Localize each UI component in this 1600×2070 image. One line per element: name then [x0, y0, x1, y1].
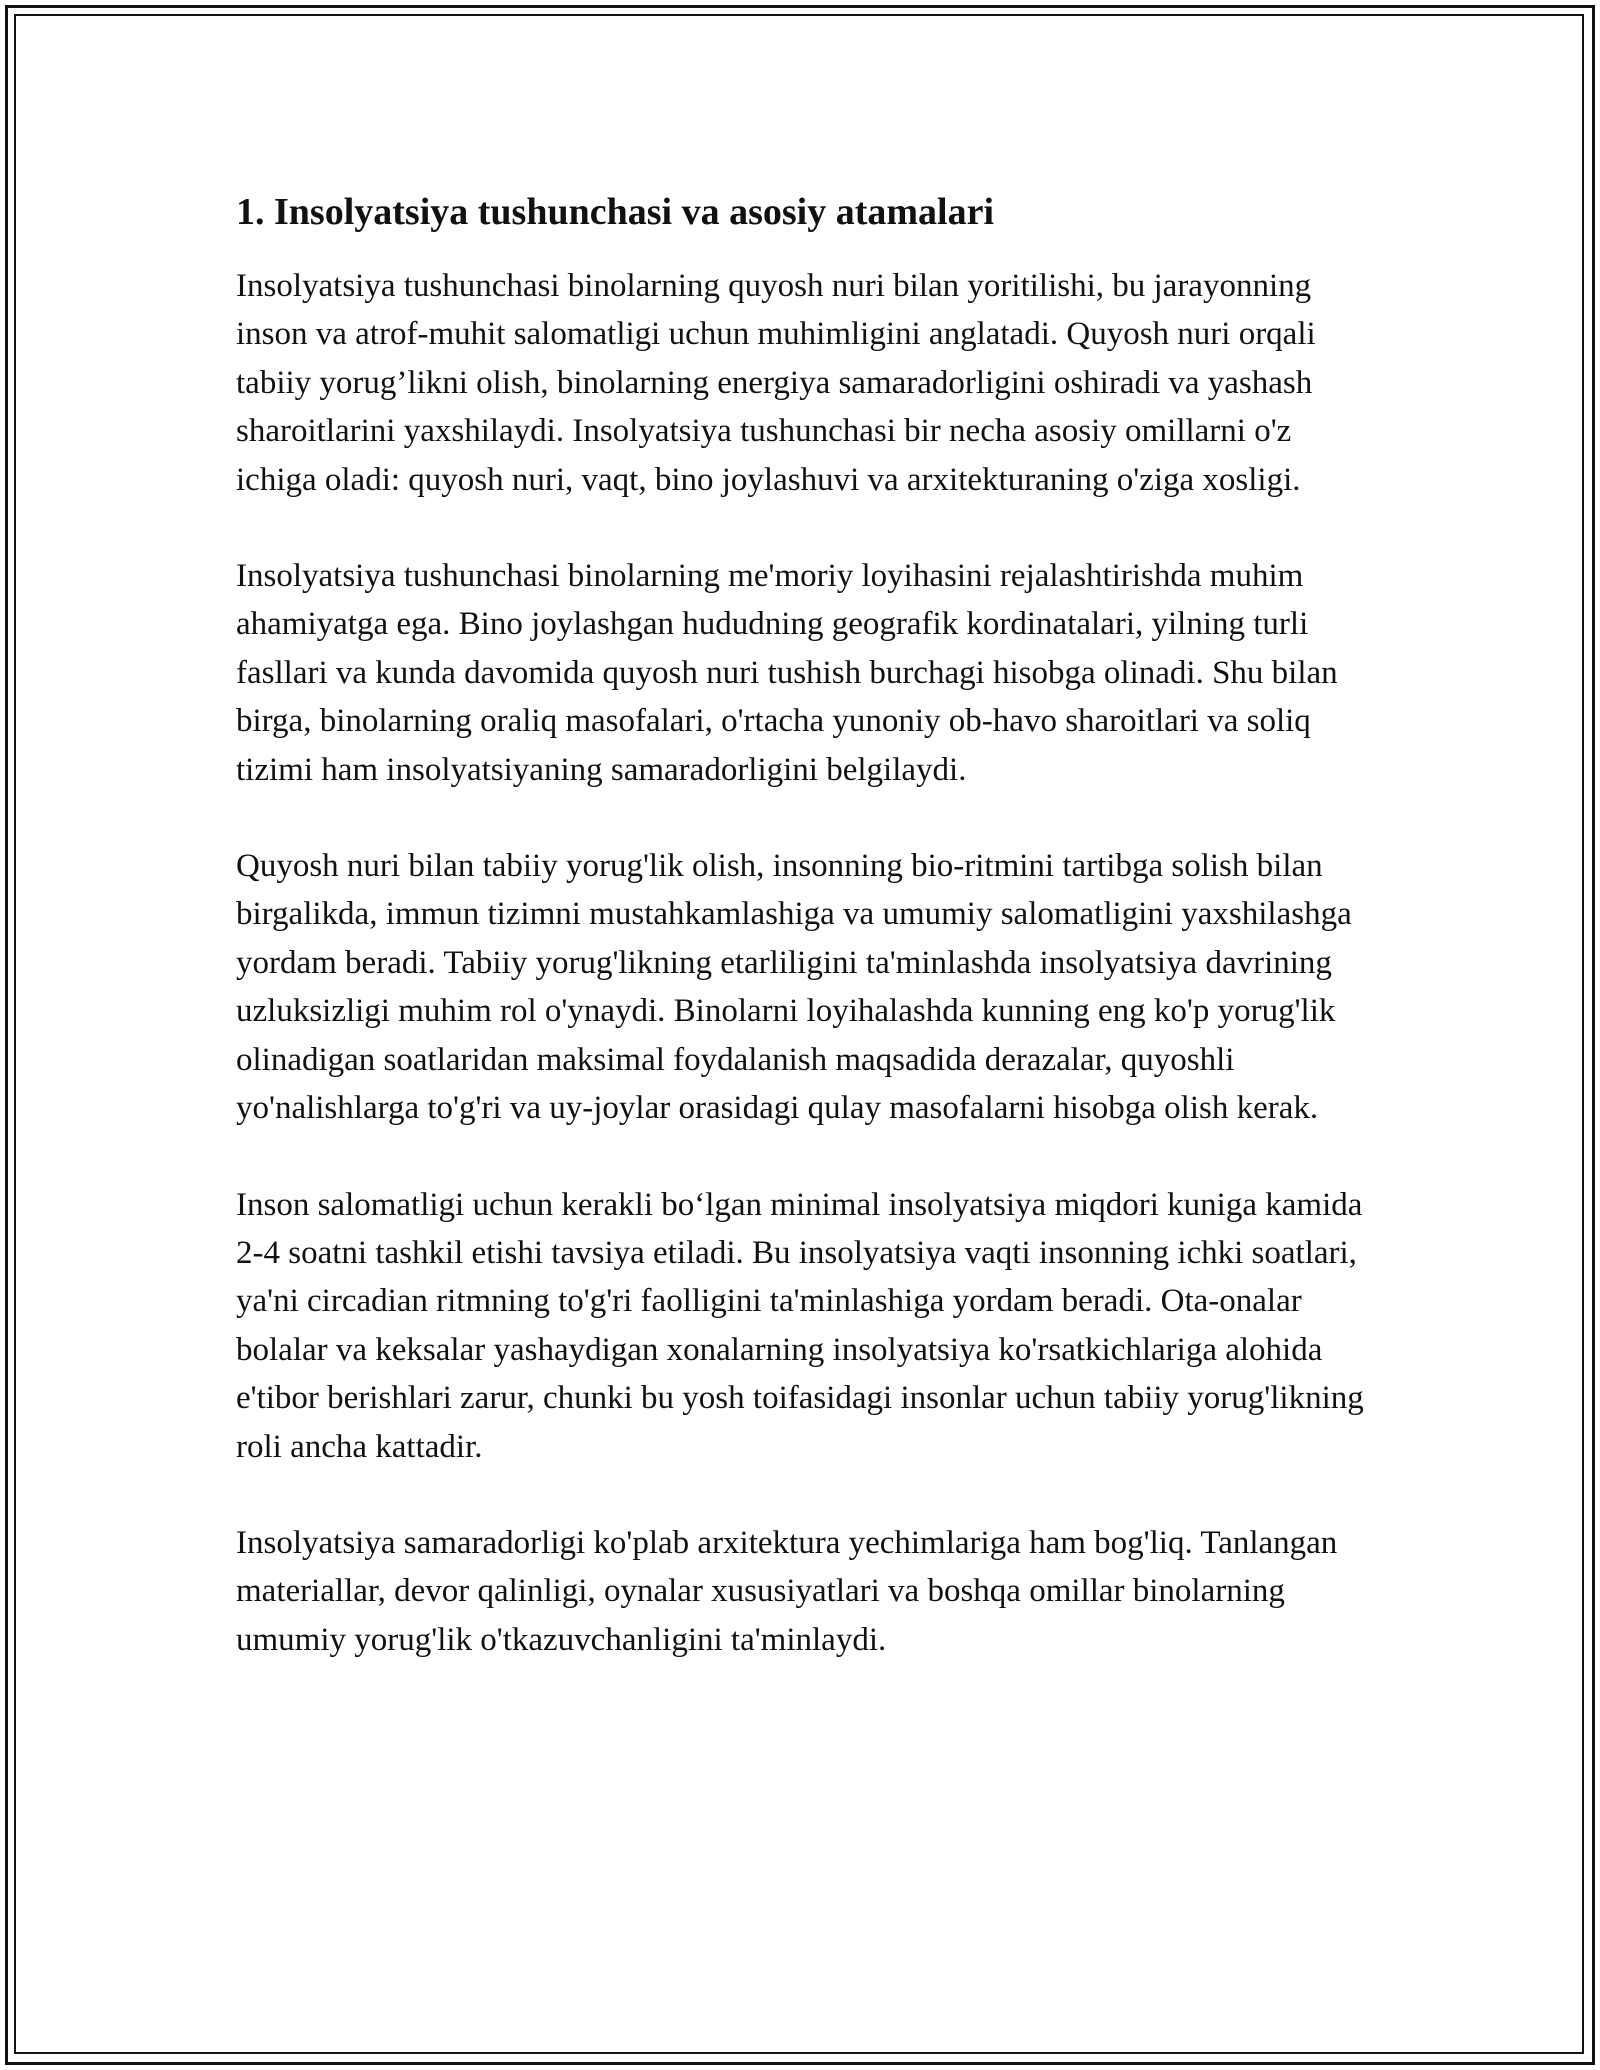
paragraph-2: Insolyatsiya tushunchasi binolarning me'moriy loyihasini rejalashtirishda muhim ahamiyatga ega. Bino joylashgan hududning geografik kordinatalari, yilning turli fasllari va kunda davomida quyosh nuri tushish burchagi hisobga olinadi. Shu bilan birga, binolarning oraliq masofalari, o'rtacha yunoniy ob-havo sharoitlari va soliq tizimi ham insolyatsiyaning samaradorligini belgilaydi.: [236, 558, 1338, 788]
paragraph-4: Inson salomatligi uchun kerakli bo‘lgan minimal insolyatsiya miqdori kuniga kamida 2-4 soatni tashkil etishi tavsiya etiladi. Bu insolyatsiya vaqti insonning ichki soatlari, ya'ni circadian ritmning to'g'ri faolligini ta'minlashiga yordam beradi. Ota-onalar bolalar va keksalar yashaydigan xonalarning insolyatsiya ko'rsatkichlariga alohida e'tibor berishlari zarur, chunki bu yosh toifasidagi insonlar uchun tabiiy yorug'likning roli ancha kattadir.: [236, 1186, 1364, 1465]
paragraph-5: Insolyatsiya samaradorligi ko'plab arxitektura yechimlariga ham bog'liq. Tanlangan materiallar, devor qalinligi, oynalar xususiyatlari va boshqa omillar binolarning umumiy yorug'lik o'tkazuvchanligini ta'minlaydi.: [236, 1524, 1338, 1658]
paragraph-3: Quyosh nuri bilan tabiiy yorug'lik olish, insonning bio-ritmini tartibga solish bilan birgalikda, immun tizimni mustahkamlashiga va umumiy salomatligini yaxshilashga yordam beradi. Tabiiy yorug'likning etarliligini ta'minlashda insolyatsiya davrining uzluksizligi muhim rol o'ynaydi. Binolarni loyihalashda kunning eng ko'p yorug'lik olinadigan soatlaridan maksimal foydalanish maqsadida derazalar, quyoshli yo'nalishlarga to'g'ri va uy-joylar orasidagi qulay masofalarni hisobga olish kerak.: [236, 848, 1352, 1127]
section-heading: 1. Insolyatsiya tushunchasi va asosiy atamalari: [236, 191, 995, 233]
document-body: [236, 188, 1376, 1712]
paragraph-1: Insolyatsiya tushunchasi binolarning quyosh nuri bilan yoritilishi, bu jarayonning inson va atrof-muhit salomatligi uchun muhimligini anglatadi. Quyosh nuri orqali tabiiy yorug’likni olish, binolarning energiya samaradorligini oshiradi va yashash sharoitlarini yaxshilaydi. Insolyatsiya tushunchasi bir necha asosiy omillarni o'z ichiga oladi: quyosh nuri, vaqt, bino joylashuvi va arxitekturaning o'ziga xosligi.: [236, 268, 1316, 498]
